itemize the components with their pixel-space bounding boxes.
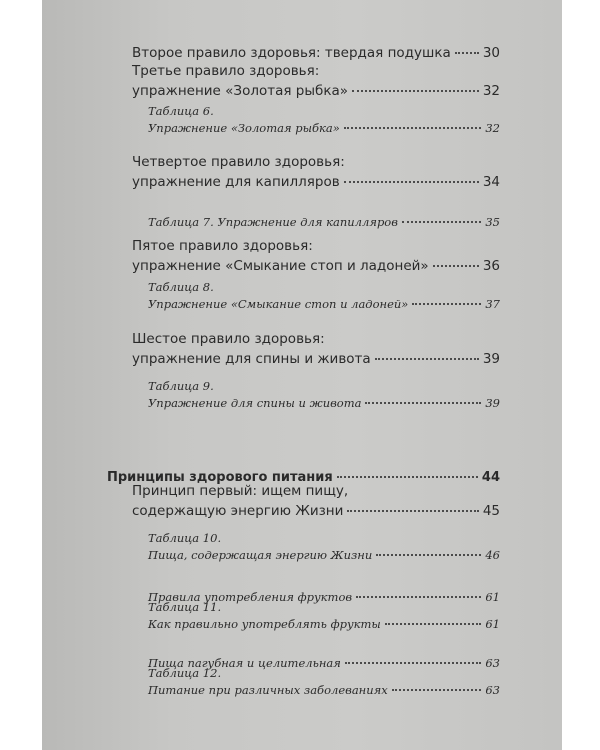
toc-entry-title: Пища, содержащая энергию Жизни — [148, 548, 373, 562]
toc-entry-title: Упражнение «Золотая рыбка» — [148, 121, 340, 135]
book-page — [42, 0, 562, 750]
dot-leader — [344, 181, 479, 183]
page-number: 39 — [485, 396, 500, 410]
toc-entry[interactable] — [148, 121, 500, 135]
dot-leader — [392, 689, 482, 691]
toc-entry[interactable] — [132, 83, 500, 99]
page-number: 34 — [482, 174, 500, 190]
toc-entry-title: упражнение для спины и живота — [132, 351, 371, 367]
dot-leader — [365, 402, 481, 404]
toc-entry-heading-line: Таблица 8. — [148, 280, 214, 294]
dot-leader — [344, 127, 482, 129]
toc-entry-title: упражнение «Смыкание стоп и ладоней» — [132, 258, 429, 274]
dot-leader — [347, 510, 478, 512]
dot-leader — [376, 554, 481, 556]
page-number: 30 — [482, 45, 500, 61]
dot-leader — [433, 265, 479, 267]
dot-leader — [412, 303, 481, 305]
table-of-contents — [42, 0, 562, 750]
toc-entry-title: упражнение «Золотая рыбка» — [132, 83, 348, 99]
toc-entry-heading-line: Шестое правило здоровья: — [132, 331, 325, 347]
toc-entry-title: Упражнение для спины и живота — [148, 396, 362, 410]
toc-entry[interactable] — [148, 215, 500, 229]
page-number: 44 — [481, 470, 500, 485]
toc-entry[interactable] — [132, 174, 500, 190]
dot-leader — [337, 476, 478, 478]
dot-leader — [356, 596, 481, 598]
toc-entry[interactable] — [132, 503, 500, 519]
toc-entry[interactable] — [132, 258, 500, 274]
toc-entry-title: Второе правило здоровья: твердая подушка — [132, 45, 451, 61]
toc-entry-heading-line: Таблица 6. — [148, 104, 214, 118]
toc-entry[interactable] — [148, 297, 500, 311]
toc-entry-heading-line: Четвертое правило здоровья: — [132, 154, 345, 170]
toc-entry[interactable] — [148, 617, 500, 631]
page-number: 36 — [482, 258, 500, 274]
page-number: 61 — [485, 590, 500, 604]
dot-leader — [375, 358, 479, 360]
dot-leader — [385, 623, 482, 625]
toc-entry-title: Принципы здорового питания — [107, 470, 333, 485]
toc-entry-heading-line: Таблица 12. — [148, 666, 222, 680]
toc-entry[interactable] — [148, 396, 500, 410]
toc-entry-heading-line: Таблица 11. — [148, 600, 222, 614]
toc-entry[interactable] — [132, 45, 500, 61]
toc-entry-heading-line: Пятое правило здоровья: — [132, 238, 313, 254]
toc-entry-title: Пища пагубная и целительная — [148, 656, 341, 670]
toc-entry-title: упражнение для капилляров — [132, 174, 340, 190]
toc-entry-title: Как правильно употреблять фрукты — [148, 617, 381, 631]
toc-entry-heading-line: Таблица 10. — [148, 531, 222, 545]
page-number: 63 — [485, 656, 500, 670]
page-number: 45 — [482, 503, 500, 519]
toc-entry[interactable] — [132, 351, 500, 367]
toc-entry-title: Таблица 7. Упражнение для капилляров — [148, 215, 398, 229]
page-number: 35 — [485, 215, 500, 229]
toc-entry-title: Упражнение «Смыкание стоп и ладоней» — [148, 297, 409, 311]
toc-entry-title: содержащую энергию Жизни — [132, 503, 344, 519]
dot-leader — [455, 52, 479, 54]
toc-entry-title: Питание при различных заболеваниях — [148, 683, 388, 697]
toc-entry-heading-line: Принцип первый: ищем пищу, — [132, 483, 349, 499]
toc-entry-heading-line: Таблица 9. — [148, 379, 214, 393]
toc-entry[interactable] — [148, 683, 500, 697]
page-number: 46 — [485, 548, 500, 562]
toc-entry-heading-line: Третье правило здоровья: — [132, 63, 320, 79]
toc-entry-title: Правила употребления фруктов — [148, 590, 353, 604]
page-number: 32 — [482, 83, 500, 99]
page-number: 63 — [485, 683, 500, 697]
dot-leader — [402, 221, 481, 223]
page-number: 39 — [482, 351, 500, 367]
page-number: 32 — [485, 121, 500, 135]
toc-entry[interactable] — [148, 548, 500, 562]
page-number: 61 — [485, 617, 500, 631]
page-number: 37 — [485, 297, 500, 311]
dot-leader — [352, 90, 479, 92]
dot-leader — [345, 662, 481, 664]
